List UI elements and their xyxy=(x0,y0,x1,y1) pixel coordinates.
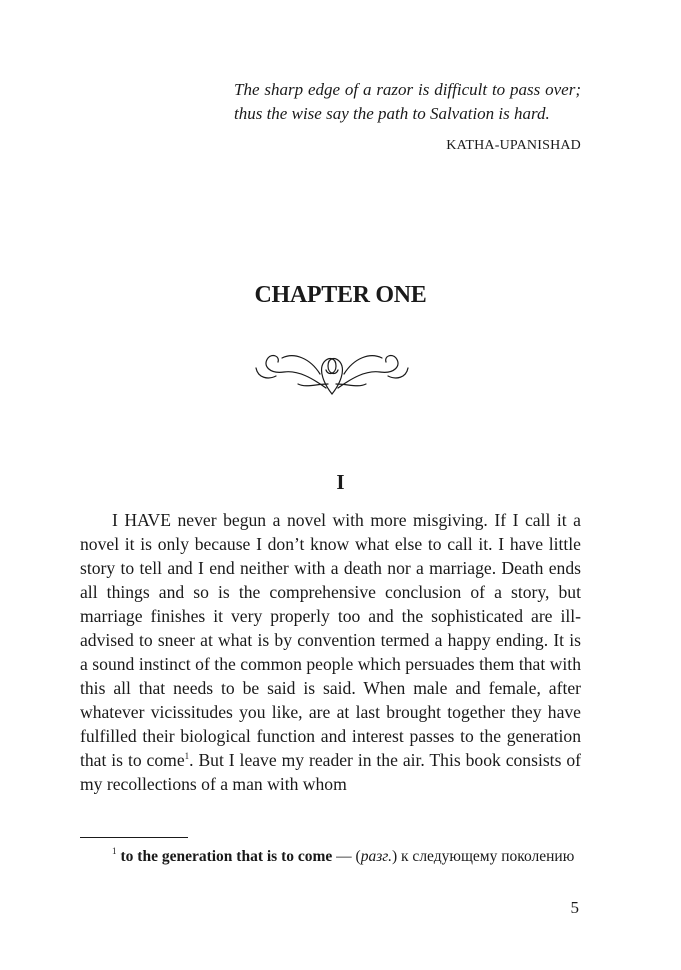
flourish-ornament-icon xyxy=(254,344,410,396)
body-text-before-note: I HAVE never begun a novel with more misgiving. If I call it a novel it is only because I don’t know what else to call it. I have little story to tell and I end neither with a death nor a marriage. Death ends all things and so is the comprehensive conclusion of a story, but marriage finishes it very properly too and the sophisticated are ill-advised to sneer at what is by convention termed a happy ending. It is a sound instinct of the common people which persuades them that with this all that needs to be said is said. When male and female, after whatever vicissitudes you like, are at last brought together they have fulfilled their biological function and interest passes to the generation that is to come xyxy=(80,510,581,770)
epigraph xyxy=(234,78,581,156)
section-number: I xyxy=(336,470,345,494)
footnote-marker: 1 xyxy=(112,846,117,856)
footnote-reference[interactable]: 1 xyxy=(184,751,190,761)
body-text-after-note: . But I leave my reader in the air. This book consists of my recollections of a man with whom xyxy=(80,750,581,794)
footnote xyxy=(80,845,581,868)
footnote-dash: — ( xyxy=(332,848,361,865)
footnote-divider xyxy=(80,837,188,838)
footnote-label: разг. xyxy=(360,848,392,865)
body-paragraph xyxy=(80,508,581,796)
epigraph-source: KATHA-UPANISHAD xyxy=(446,138,581,153)
footnote-term: to the generation that is to come xyxy=(120,848,333,865)
footnote-close: ) xyxy=(391,848,402,865)
epigraph-text: The sharp edge of a razor is difficult to pass over; thus the wise say the path to Salvation is hard. xyxy=(234,80,581,123)
chapter-title: CHAPTER ONE xyxy=(254,282,427,308)
page-number: 5 xyxy=(570,898,579,917)
footnote-translation: к следующему поколению xyxy=(401,848,575,865)
